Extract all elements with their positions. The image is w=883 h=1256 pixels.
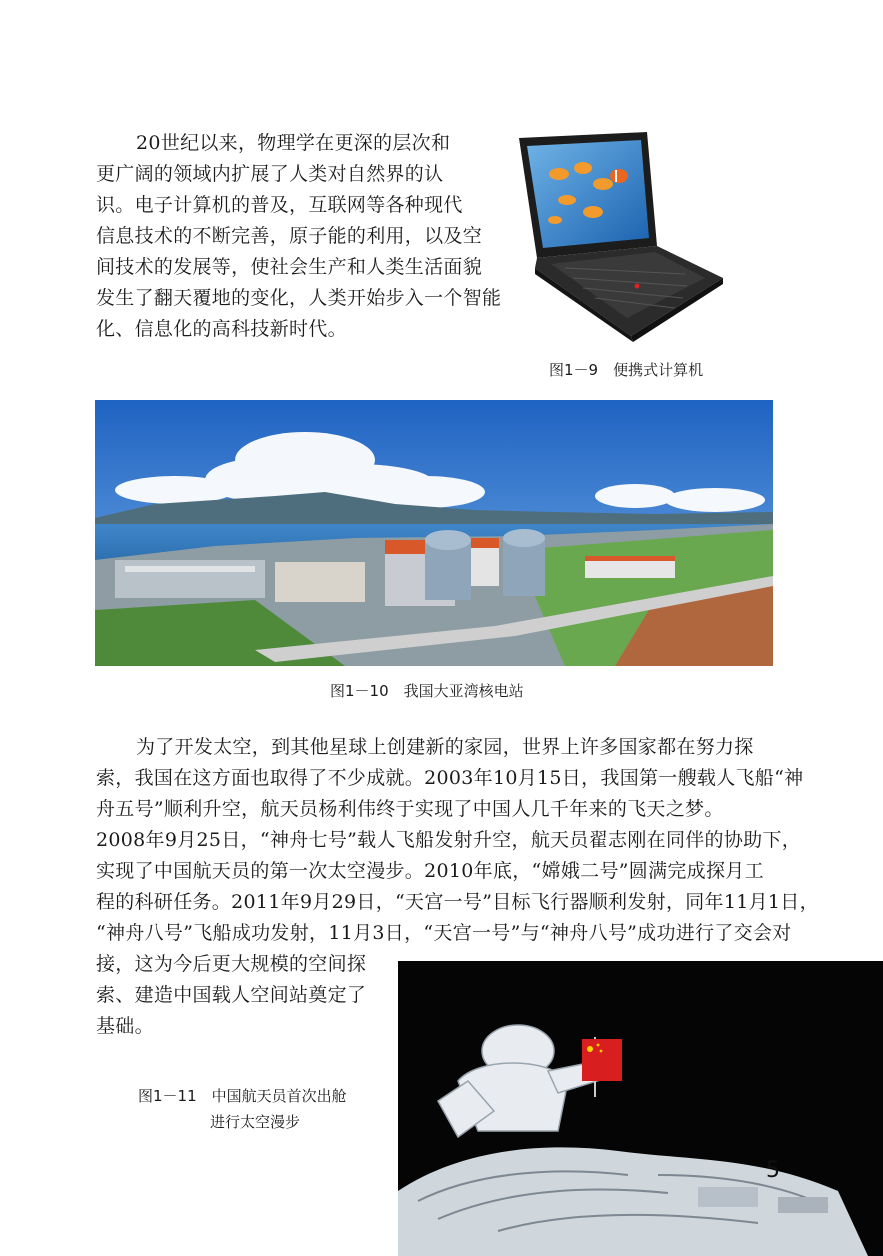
paragraph-line: 实现了中国航天员的第一次太空漫步。2010年底，“嫦娥二号”圆满完成探月工 [96,860,764,882]
paragraph-line: 20世纪以来，物理学在更深的层次和 [136,132,451,154]
spacewalk-photo [398,961,883,1256]
figure-caption-1-10: 图1－10 我国大亚湾核电站 [330,682,524,700]
paragraph-line: 索、建造中国载人空间站奠定了 [96,984,367,1006]
page-number: 5 [766,1158,780,1183]
paragraph-line: 发生了翻天覆地的变化，人类开始步入一个智能 [96,287,502,309]
nuclear-plant-photo [95,400,773,666]
paragraph-line: 化、信息化的高科技新时代。 [96,318,347,340]
figure-caption-1-9: 图1－9 便携式计算机 [549,361,704,379]
paragraph-line: 接，这为今后更大规模的空间探 [96,953,367,975]
paragraph-line: 程的科研任务。2011年9月29日，“天宫一号”目标飞行器顺利发射，同年11月1日， [96,891,819,913]
paragraph-line: “神舟八号”飞船成功发射，11月3日，“天宫一号”与“神舟八号”成功进行了交会对 [96,922,792,944]
paragraph-line: 为了开发太空，到其他星球上创建新的家园，世界上许多国家都在努力探 [136,736,754,758]
paragraph-line: 识。电子计算机的普及，互联网等各种现代 [96,194,463,216]
paragraph-line: 索，我国在这方面也取得了不少成就。2003年10月15日，我国第一艘载人飞船“神 [96,767,804,789]
caption-line: 进行太空漫步 [210,1113,301,1131]
paragraph-line: 更广阔的领域内扩展了人类对自然界的认 [96,163,444,185]
paragraph-line: 2008年9月25日，“神舟七号”载人飞船发射升空，航天员翟志刚在同伴的协助下， [96,829,802,851]
caption-line: 图1－11 中国航天员首次出舱 [138,1087,347,1105]
paragraph-line: 信息技术的不断完善，原子能的利用，以及空 [96,225,483,247]
figure-caption-1-11 [138,1083,347,1135]
laptop-photo [515,128,727,350]
paragraph-line: 舟五号”顺利升空，航天员杨利伟终于实现了中国人几千年来的飞天之梦。 [96,798,724,820]
paragraph-line: 基础。 [96,1015,154,1037]
paragraph-line: 间技术的发展等，使社会生产和人类生活面貌 [96,256,483,278]
paragraph-physics-progress [96,128,516,345]
